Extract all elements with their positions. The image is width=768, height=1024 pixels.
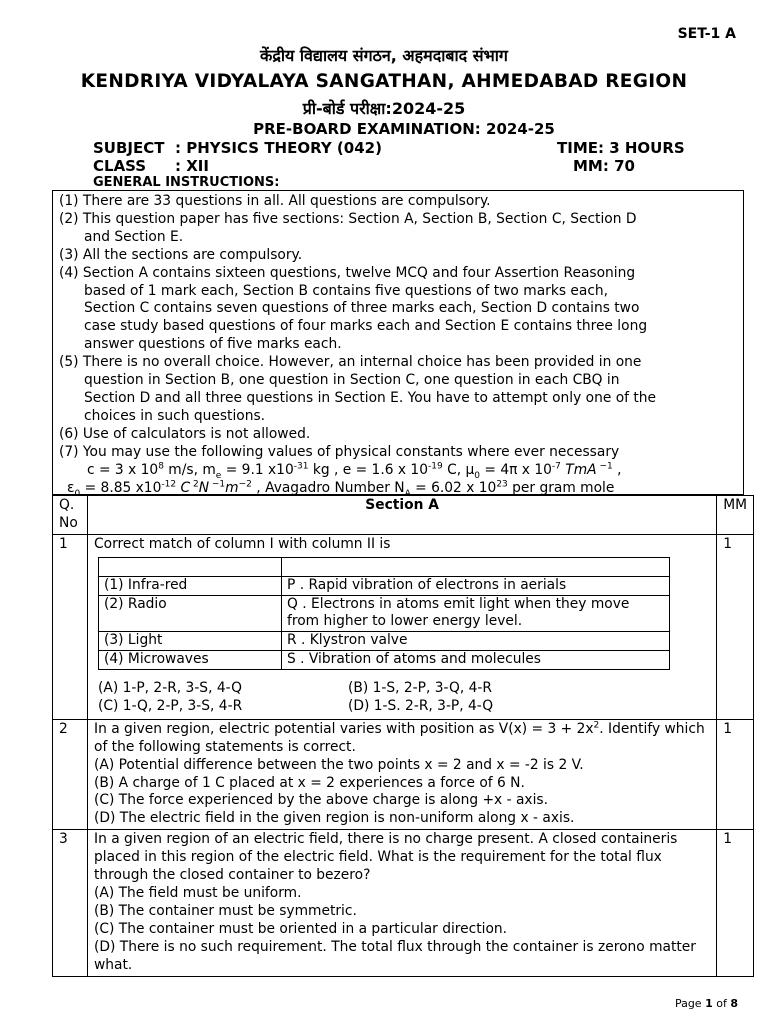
instruction-line: choices in such questions. [84, 407, 266, 424]
instruction-line: (7) You may use the following values of physical constants where ever necessary [59, 443, 620, 460]
exam-title-english: PRE-BOARD EXAMINATION: 2024-25 [253, 120, 555, 138]
instruction-line: based of 1 mark each, Section B contains five questions of two marks each, [84, 282, 609, 299]
instruction-line: (1) There are 33 questions in all. All questions are compulsory. [59, 193, 491, 209]
option: (B) A charge of 1 C placed at x = 2 experiences a force of 6 N. [94, 774, 525, 791]
column-i-cell: (1) Infra-red [99, 576, 282, 595]
instruction-line: question in Section B, one question in Section C, one question in each CBQ in [84, 372, 620, 389]
instruction-line: (2) This question paper has five sections: Section A, Section B, Section C, Section D [59, 210, 637, 227]
column-ii-cell: Q . Electrons in atoms emit light when they move from higher to lower energy level. [282, 595, 670, 632]
match-table-row [99, 651, 670, 670]
instruction-line: (3) All the sections are compulsory. [59, 246, 303, 263]
question-number: 1 [53, 534, 88, 719]
org-title-hindi: केंद्रीय विद्यालय संगठन, अहमदाबाद संभाग [260, 46, 508, 65]
question-text: Correct match of column I with column II is [94, 535, 391, 552]
org-title-english: KENDRIYA VIDYALAYA SANGATHAN, AHMEDABAD REGION [80, 71, 688, 92]
question-body [88, 534, 717, 719]
page-footer: Page 1 of 8 [674, 997, 738, 1010]
class-row [93, 157, 209, 175]
question-row [53, 534, 754, 719]
option: (A) The field must be uniform. [94, 884, 302, 901]
subject-value: : PHYSICS THEORY (042) [175, 139, 382, 157]
instruction-line: (5) There is no overall choice. However, an internal choice has been provided in one [59, 354, 642, 371]
qno-header: Q. No [53, 496, 88, 535]
option: (D) The electric field in the given region is non-uniform along x - axis. [94, 810, 575, 827]
question-marks: 1 [717, 534, 754, 719]
option: (A) Potential difference between the two points x = 2 and x = -2 is 2 V. [94, 756, 584, 773]
option: (D) 1-S. 2-R, 3-P, 4-Q [348, 698, 494, 715]
instruction-line: case study based questions of four marks each and Section E contains three long [84, 318, 648, 335]
options-row [94, 698, 710, 716]
general-instructions-heading: GENERAL INSTRUCTIONS: [93, 175, 280, 190]
instructions-box [52, 190, 744, 499]
option: (B) 1-S, 2-P, 3-Q, 4-R [348, 680, 492, 697]
column-i-cell: (4) Microwaves [99, 651, 282, 670]
column-i-cell: (3) Light [99, 632, 282, 651]
column-ii-cell: R . Klystron valve [282, 632, 670, 651]
instruction-line: Section C contains seven questions of three marks each, Section D contains two [84, 300, 640, 317]
questions-table [52, 495, 754, 977]
question-number: 2 [53, 719, 88, 829]
instruction-line: (6) Use of calculators is not allowed. [59, 425, 311, 442]
match-table-row [99, 557, 670, 576]
constants-line-2: $\varepsilon_0 = 8.85$ $x10^{-12}$ C $^2$N $^{-1}m^{-2}$ , Avagadro Number $N_A = 6.02$ x $10^{23}$ per gram mole [67, 478, 615, 499]
subject-label: SUBJECT [93, 139, 165, 157]
question-text: In a given region of an electric field, there is no charge present. A closed containeris placed in this region of the electric field. What is the requirement for the total flux through the closed container to bezero? [94, 831, 678, 884]
mm-header: MM [717, 496, 754, 535]
question-row [53, 719, 754, 829]
table-header-row [53, 496, 754, 535]
time-label: TIME: 3 HOURS [557, 139, 685, 157]
question-body [88, 719, 717, 829]
question-marks: 1 [717, 719, 754, 829]
option: (C) 1-Q, 2-P, 3-S, 4-R [98, 698, 243, 715]
question-text: In a given region, electric potential varies with position as $V(x) = 3 + 2x^2$. Identify which of the following statements is correct. [94, 720, 705, 755]
instruction-line: Section D and all three questions in Section E. You have to attempt only one of the [84, 389, 657, 406]
question-number: 3 [53, 830, 88, 976]
question-marks: 1 [717, 830, 754, 976]
instruction-line: and Section E. [84, 228, 184, 245]
option: (C) The force experienced by the above charge is along +x - axis. [94, 792, 548, 809]
constants-line-1: c = 3 x $10^8$ m/s, $m_e = 9.1$ $x10^{-31}$ kg , e = 1.6 x $10^{-19}$ C, $\mu_0 = 4\pi$ x $10^{-7}$ TmA $^{-1}$ , [87, 461, 622, 481]
option: (D) There is no such requirement. The total flux through the container is zerono matter what. [94, 938, 696, 973]
class-label: CLASS [93, 157, 147, 175]
question-body [88, 830, 717, 976]
subject-row [93, 139, 382, 157]
max-marks-label: MM: 70 [573, 157, 635, 175]
set-label: SET-1 A [677, 26, 736, 42]
match-table-row [99, 632, 670, 651]
column-ii-cell: S . Vibration of atoms and molecules [282, 651, 670, 670]
question-row [53, 830, 754, 976]
class-value: : XII [175, 157, 209, 175]
exam-title-hindi: प्री-बोर्ड परीक्षा:2024-25 [302, 99, 466, 118]
match-table [98, 557, 670, 670]
options-row [94, 680, 710, 698]
match-table-row [99, 595, 670, 632]
column-ii-cell: P . Rapid vibration of electrons in aerials [282, 576, 670, 595]
match-table-row [99, 576, 670, 595]
option: (B) The container must be symmetric. [94, 902, 357, 919]
instruction-line: answer questions of five marks each. [84, 336, 342, 353]
section-heading: Section A [88, 496, 717, 535]
option: (A) 1-P, 2-R, 3-S, 4-Q [98, 680, 242, 697]
instruction-line: (4) Section A contains sixteen questions, twelve MCQ and four Assertion Reasoning [59, 264, 636, 281]
column-i-cell: (2) Radio [99, 595, 282, 632]
option: (C) The container must be oriented in a particular direction. [94, 920, 508, 937]
